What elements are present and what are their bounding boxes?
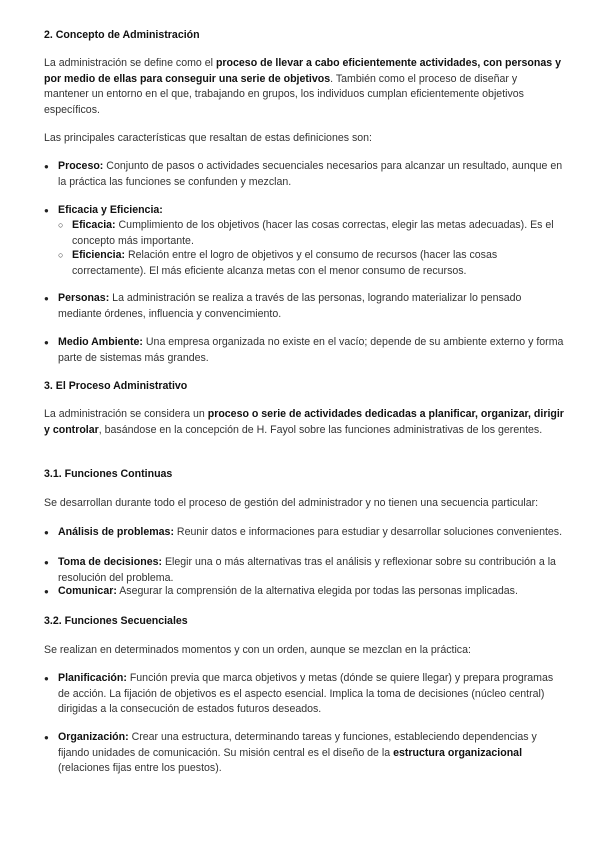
bullet-term: Eficacia: [72, 219, 116, 231]
section-3-2-intro: Se realizan en determinados momentos y con un orden, aunque se mezclan en la práctica: [44, 644, 471, 656]
bullet-term: Comunicar: [58, 585, 117, 597]
bullet-term: Personas: [58, 292, 110, 304]
bullet-planificacion [44, 671, 564, 718]
bold-run: proceso o serie de actividades dedicadas a planificar, organizar, dirigir y controlar [44, 408, 564, 436]
bullet-term: Proceso: [58, 160, 104, 172]
bold-run: proceso de llevar a cabo eficientemente actividades, con personas y por medio de ellas para conseguir una serie de objetivos [44, 57, 561, 85]
section-3-2-heading: 3.2. Funciones Secuenciales [44, 615, 188, 627]
text-run: La administración se considera un [44, 408, 208, 420]
text-run: , basándose en la concepción de H. Fayol sobre las funciones administrativas de los gerentes. [98, 423, 543, 436]
section-2-intro: Las principales características que resaltan de estas definiciones son: [44, 132, 372, 144]
section-3-1-heading: 3.1. Funciones Continuas [44, 468, 173, 480]
subbullet-eficacia [58, 218, 564, 249]
bold-run: estructura organizacional [393, 746, 523, 759]
bullet-term: Medio Ambiente: [58, 336, 143, 348]
bullet-term: Planificación: [58, 672, 127, 684]
bullet-term: Toma de decisiones: [58, 556, 163, 568]
bullet-term: Eficacia y Eficiencia: [58, 204, 163, 216]
bullet-term: Eficiencia: [72, 249, 125, 261]
text-run: La administración se define como el [44, 57, 216, 69]
section-3-definition [44, 407, 564, 438]
section-3-heading: 3. El Proceso Administrativo [44, 380, 188, 392]
bullet-eficacia-eficiencia [44, 203, 564, 219]
bullet-analisis [44, 525, 564, 541]
section-2-definition [44, 56, 564, 118]
bullet-text: Relación entre el logro de objetivos y el consumo de recursos (hacer las cosas correctamente). El más eficiente alcanza metas con el menor consumo de recursos. [72, 249, 498, 277]
bullet-text: Una empresa organizada no existe en el vacío; depende de su ambiente externo y forma parte de sistemas más grandes. [58, 336, 564, 364]
bullet-text: Reunir datos e informaciones para estudiar y desarrollar soluciones convenientes. [173, 526, 563, 538]
bullet-text: Crear una estructura, determinando tareas y funciones, estableciendo dependencias y fijando unidades de comunicación. Su misión central es el diseño de la [58, 731, 537, 759]
bullet-text: Asegurar la comprensión de la alternativa elegida por todas las personas implicadas. [116, 585, 518, 597]
bullet-text: La administración se realiza a través de las personas, logrando materializar lo pensado mediante órdenes, influencia y convencimiento. [58, 292, 522, 320]
bullet-text: Conjunto de pasos o actividades secuenciales necesarios para alcanzar un resultado, aunque en la práctica las funciones se confunden y mezclan. [58, 160, 563, 188]
bullet-toma-decisiones [44, 555, 564, 586]
bullet-text: Elegir una o más alternativas tras el análisis y reflexionar sobre su contribución a la resolución del problema. [58, 556, 556, 584]
subbullet-eficiencia [58, 248, 564, 279]
bullet-comunicar [44, 584, 564, 600]
section-3-1-intro: Se desarrollan durante todo el proceso de gestión del administrador y no tienen una secuencia particular: [44, 497, 539, 509]
section-2-heading: 2. Concepto de Administración [44, 29, 200, 41]
bullet-proceso [44, 159, 564, 190]
bullet-personas [44, 291, 564, 322]
bullet-medio-ambiente [44, 335, 564, 366]
bullet-text: Cumplimiento de los objetivos (hacer las cosas correctas, elegir las metas adecuadas). Es el concepto más importante. [72, 219, 554, 247]
bullet-organizacion [44, 730, 564, 777]
text-run: . También como el proceso de diseñar y mantener un entorno en el que, trabajando en grupos, los individuos cumplan eficientemente objetivos específicos. [44, 72, 524, 116]
bullet-text: Función previa que marca objetivos y metas (dónde se quiere llegar) y prepara programas de acción. La fijación de objetivos es el aspecto esencial. Implica la toma de decisiones (núcleo central) dirigidas a la consecución de estados futuros deseados. [58, 672, 554, 715]
bullet-text: (relaciones fijas entre los puestos). [58, 762, 222, 774]
bullet-term: Organización: [58, 731, 129, 743]
bullet-term: Análisis de problemas: [58, 526, 174, 538]
